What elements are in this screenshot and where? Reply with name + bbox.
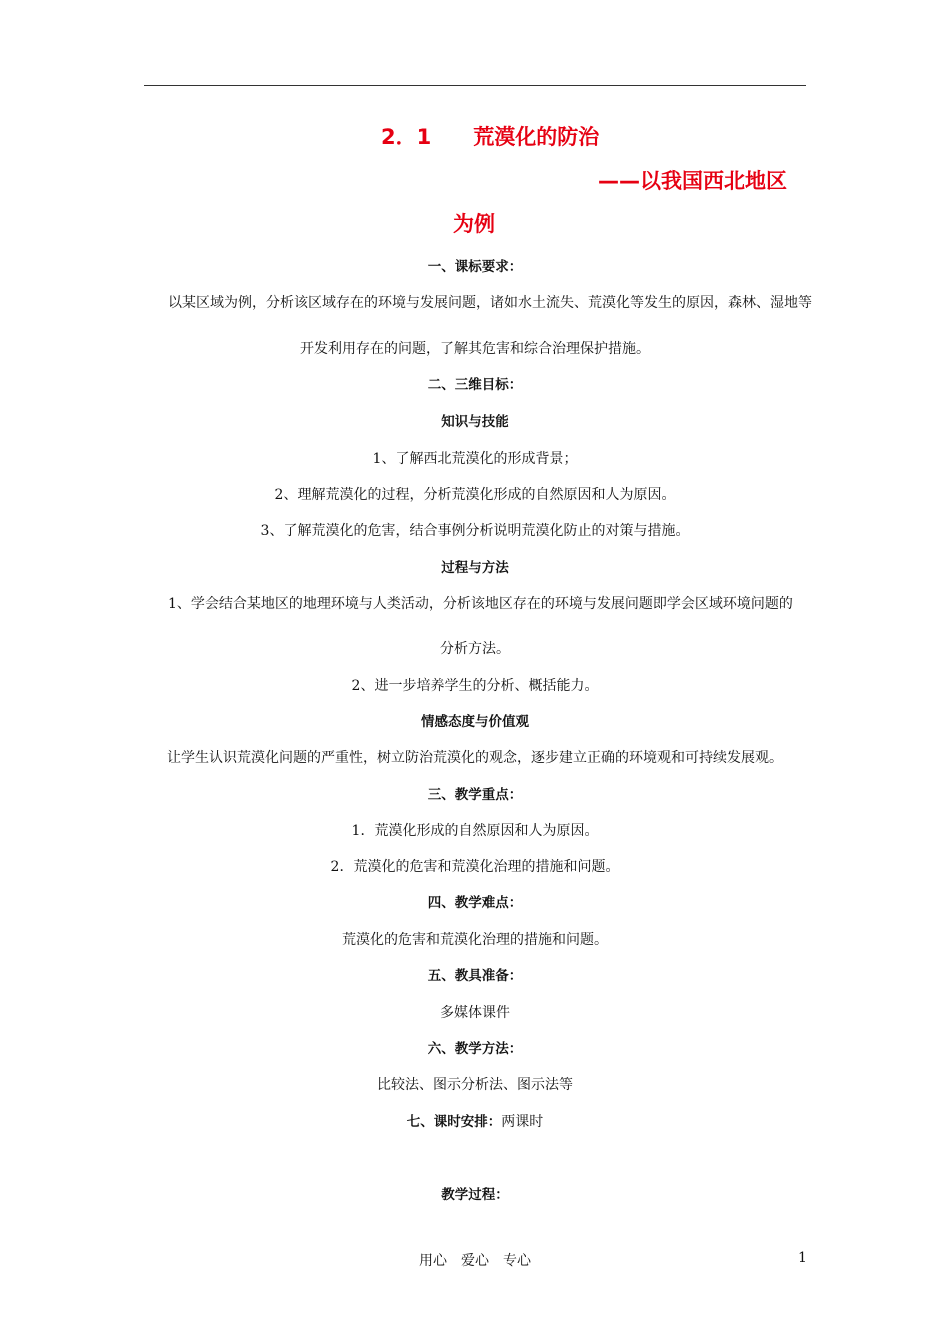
process-item-1b: 分析方法。 — [440, 641, 510, 657]
section-5-heading: 五、教具准备： — [427, 968, 523, 984]
knowledge-item-3: 3、了解荒漠化的危害，结合事例分析说明荒漠化防止的对策与措施。 — [260, 523, 690, 539]
title-line-1: 2．1 荒漠化的防治 — [381, 125, 600, 149]
difficult-point-text: 荒漠化的危害和荒漠化治理的措施和问题。 — [342, 932, 608, 948]
section-3-heading: 三、教学重点： — [427, 787, 523, 803]
methods-text: 比较法、图示分析法、图示法等 — [377, 1077, 573, 1093]
process-item-2: 2、进一步培养学生的分析、概括能力。 — [351, 678, 599, 694]
section-7-text: 两课时 — [501, 1114, 544, 1130]
section-2-heading: 二、三维目标： — [427, 377, 523, 393]
section-1-text-a: 以某区域为例，分析该区域存在的环境与发展问题，诸如水土流失、荒漠化等发生的原因，森林、湿地等 — [168, 295, 812, 311]
emotion-heading: 情感态度与价值观 — [421, 714, 529, 730]
knowledge-item-1: 1、了解西北荒漠化的形成背景； — [372, 451, 578, 467]
footer-motto: 用心 爱心 专心 — [419, 1253, 531, 1269]
knowledge-heading: 知识与技能 — [441, 414, 509, 430]
section-1-text-b: 开发利用存在的问题，了解其危害和综合治理保护措施。 — [300, 341, 650, 357]
page-number: 1 — [798, 1250, 807, 1266]
header-rule — [144, 85, 806, 86]
knowledge-item-2: 2、理解荒漠化的过程，分析荒漠化形成的自然原因和人为原因。 — [274, 487, 676, 503]
section-1-heading: 一、课标要求： — [427, 259, 523, 275]
section-7-line — [0, 1113, 950, 1131]
section-4-heading: 四、教学难点： — [427, 895, 523, 911]
teaching-process-heading: 教学过程： — [441, 1187, 509, 1203]
section-6-heading: 六、教学方法： — [427, 1041, 523, 1057]
section-7-heading: 七、课时安排： — [406, 1114, 502, 1130]
process-item-1a: 1、学会结合某地区的地理环境与人类活动，分析该地区存在的环境与发展问题即学会区域环境问题的 — [168, 596, 793, 612]
title-line-3: 为例 — [453, 212, 495, 236]
emotion-text: 让学生认识荒漠化问题的严重性，树立防治荒漠化的观念，逐步建立正确的环境观和可持续发展观。 — [167, 750, 783, 766]
process-heading: 过程与方法 — [441, 560, 509, 576]
key-point-2: 2．荒漠化的危害和荒漠化治理的措施和问题。 — [330, 859, 620, 875]
tools-text: 多媒体课件 — [440, 1005, 510, 1021]
key-point-1: 1．荒漠化形成的自然原因和人为原因。 — [351, 823, 599, 839]
title-line-2: ——以我国西北地区 — [598, 169, 787, 193]
